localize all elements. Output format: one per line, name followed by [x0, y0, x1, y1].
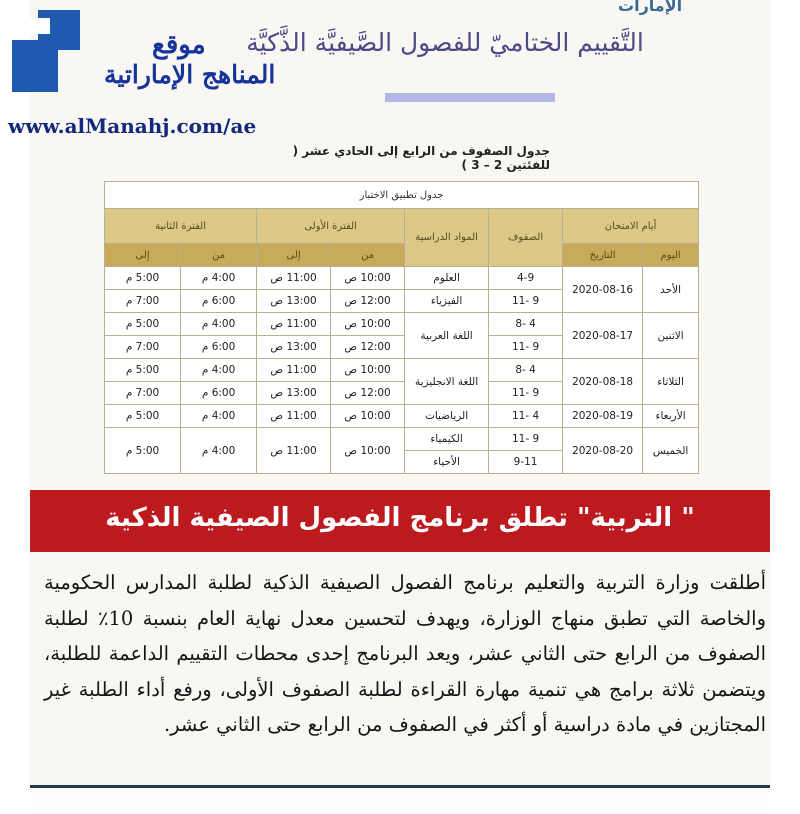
time-cell: 10:00 ص [331, 428, 405, 474]
date-cell: 2020-08-18 [563, 359, 643, 405]
grades-cell: 4 -8 [489, 359, 563, 382]
day-cell: الاثنين [643, 313, 699, 359]
time-cell: 5:00 م [105, 405, 181, 428]
header-subjects: المواد الدراسية [405, 209, 489, 267]
time-cell: 6:00 م [181, 290, 257, 313]
day-cell: الثلاثاء [643, 359, 699, 405]
exam-schedule-table [104, 181, 699, 474]
subject-cell: الرياضيات [405, 405, 489, 428]
grades-cell: 9 -11 [489, 428, 563, 451]
news-headline: " التربية" تطلق برنامج الفصول الصيفية الذكية [105, 503, 695, 533]
time-cell: 4:00 م [181, 405, 257, 428]
grades-cell: 9 -11 [489, 382, 563, 405]
grades-cell: 9 -11 [489, 336, 563, 359]
date-cell: 2020-08-19 [563, 405, 643, 428]
time-cell: 12:00 ص [331, 290, 405, 313]
header-p2-to: إلى [105, 244, 181, 267]
subject-cell: اللغة الانجليزية [405, 359, 489, 405]
time-cell: 13:00 ص [257, 336, 331, 359]
day-cell: الأربعاء [643, 405, 699, 428]
time-cell: 7:00 م [105, 382, 181, 405]
time-cell: 5:00 م [105, 313, 181, 336]
watermark-subtitle: المناهج الإماراتية [104, 60, 276, 89]
watermark-logo-notch [30, 18, 50, 34]
subject-cell: الأحياء [405, 451, 489, 474]
subject-cell: اللغة العربية [405, 313, 489, 359]
time-cell: 12:00 ص [331, 336, 405, 359]
time-cell: 10:00 ص [331, 267, 405, 290]
title-underline [385, 93, 555, 102]
date-cell: 2020-08-16 [563, 267, 643, 313]
grades-cell: 4 -11 [489, 405, 563, 428]
grades-cell: 9 -11 [489, 290, 563, 313]
time-cell: 11:00 ص [257, 405, 331, 428]
table-row [105, 267, 699, 290]
header-period-1: الفترة الأولى [257, 209, 405, 244]
time-cell: 10:00 ص [331, 405, 405, 428]
time-cell: 5:00 م [105, 428, 181, 474]
header-period-2: الفترة الثانية [105, 209, 257, 244]
time-cell: 11:00 ص [257, 428, 331, 474]
time-cell: 6:00 م [181, 382, 257, 405]
grades-cell: 4 -8 [489, 313, 563, 336]
subject-cell: الكيمياء [405, 428, 489, 451]
watermark-url[interactable]: www.alManahj.com/ae [8, 114, 257, 138]
header-p1-from: من [331, 244, 405, 267]
time-cell: 10:00 ص [331, 359, 405, 382]
time-cell: 4:00 م [181, 267, 257, 290]
grades-cell: 9-11 [489, 451, 563, 474]
time-cell: 7:00 م [105, 290, 181, 313]
time-cell: 4:00 م [181, 313, 257, 336]
time-cell: 11:00 ص [257, 313, 331, 336]
table-row [105, 428, 699, 451]
page-title: التَّقييم الختاميّ للفصول الصَّيفيَّة الذَّكيَّة [246, 28, 644, 57]
time-cell: 12:00 ص [331, 382, 405, 405]
time-cell: 6:00 م [181, 336, 257, 359]
header-p1-to: إلى [257, 244, 331, 267]
subject-cell: العلوم [405, 267, 489, 290]
table-row [105, 405, 699, 428]
subject-cell: الفيزياء [405, 290, 489, 313]
time-cell: 13:00 ص [257, 290, 331, 313]
time-cell: 4:00 م [181, 359, 257, 382]
time-cell: 7:00 م [105, 336, 181, 359]
right-margin [770, 0, 800, 811]
table-title: جدول تطبيق الاختبار [105, 182, 699, 209]
table-caption: جدول الصفوف من الرابع إلى الحادي عشر ( للفئتين 2 – 3 ) [292, 144, 550, 172]
header-p2-from: من [181, 244, 257, 267]
header-grades: الصفوف [489, 209, 563, 267]
time-cell: 4:00 م [181, 428, 257, 474]
time-cell: 11:00 ص [257, 359, 331, 382]
time-cell: 5:00 م [105, 267, 181, 290]
logo: الإمارات [618, 0, 683, 15]
bottom-divider [30, 785, 770, 814]
date-cell: 2020-08-17 [563, 313, 643, 359]
grades-cell: 4-9 [489, 267, 563, 290]
time-cell: 10:00 ص [331, 313, 405, 336]
date-cell: 2020-08-20 [563, 428, 643, 474]
watermark-title: موقع [152, 30, 206, 60]
header-date: التاريخ [563, 244, 643, 267]
day-cell: الأحد [643, 267, 699, 313]
time-cell: 13:00 ص [257, 382, 331, 405]
article-body: أطلقت وزارة التربية والتعليم برنامج الفصول الصيفية الذكية لطلبة المدارس الحكومية والخاصة التي تطبق منهاج الوزارة، ويهدف لتحسين معدل نهاية العام بنسبة 10٪ لطلبة الصفوف من الرابع حتى الثاني عشر، ويعد البرنامج إحدى محطات التقييم الداعمة للطلبة، ويتضمن ثلاثة برامج هي تنمية مهارة القراءة لطلبة الصفوف الأولى، ورفع أداء الطلبة غير المجتازين في مادة دراسية أو أكثر في الصفوف من الرابع حتى الثاني عشر. [44, 571, 767, 736]
table-row [105, 313, 699, 336]
table-row [105, 359, 699, 382]
header-exam-days: أيام الامتحان [563, 209, 699, 244]
time-cell: 11:00 ص [257, 267, 331, 290]
header-day: اليوم [643, 244, 699, 267]
time-cell: 5:00 م [105, 359, 181, 382]
day-cell: الخميس [643, 428, 699, 474]
